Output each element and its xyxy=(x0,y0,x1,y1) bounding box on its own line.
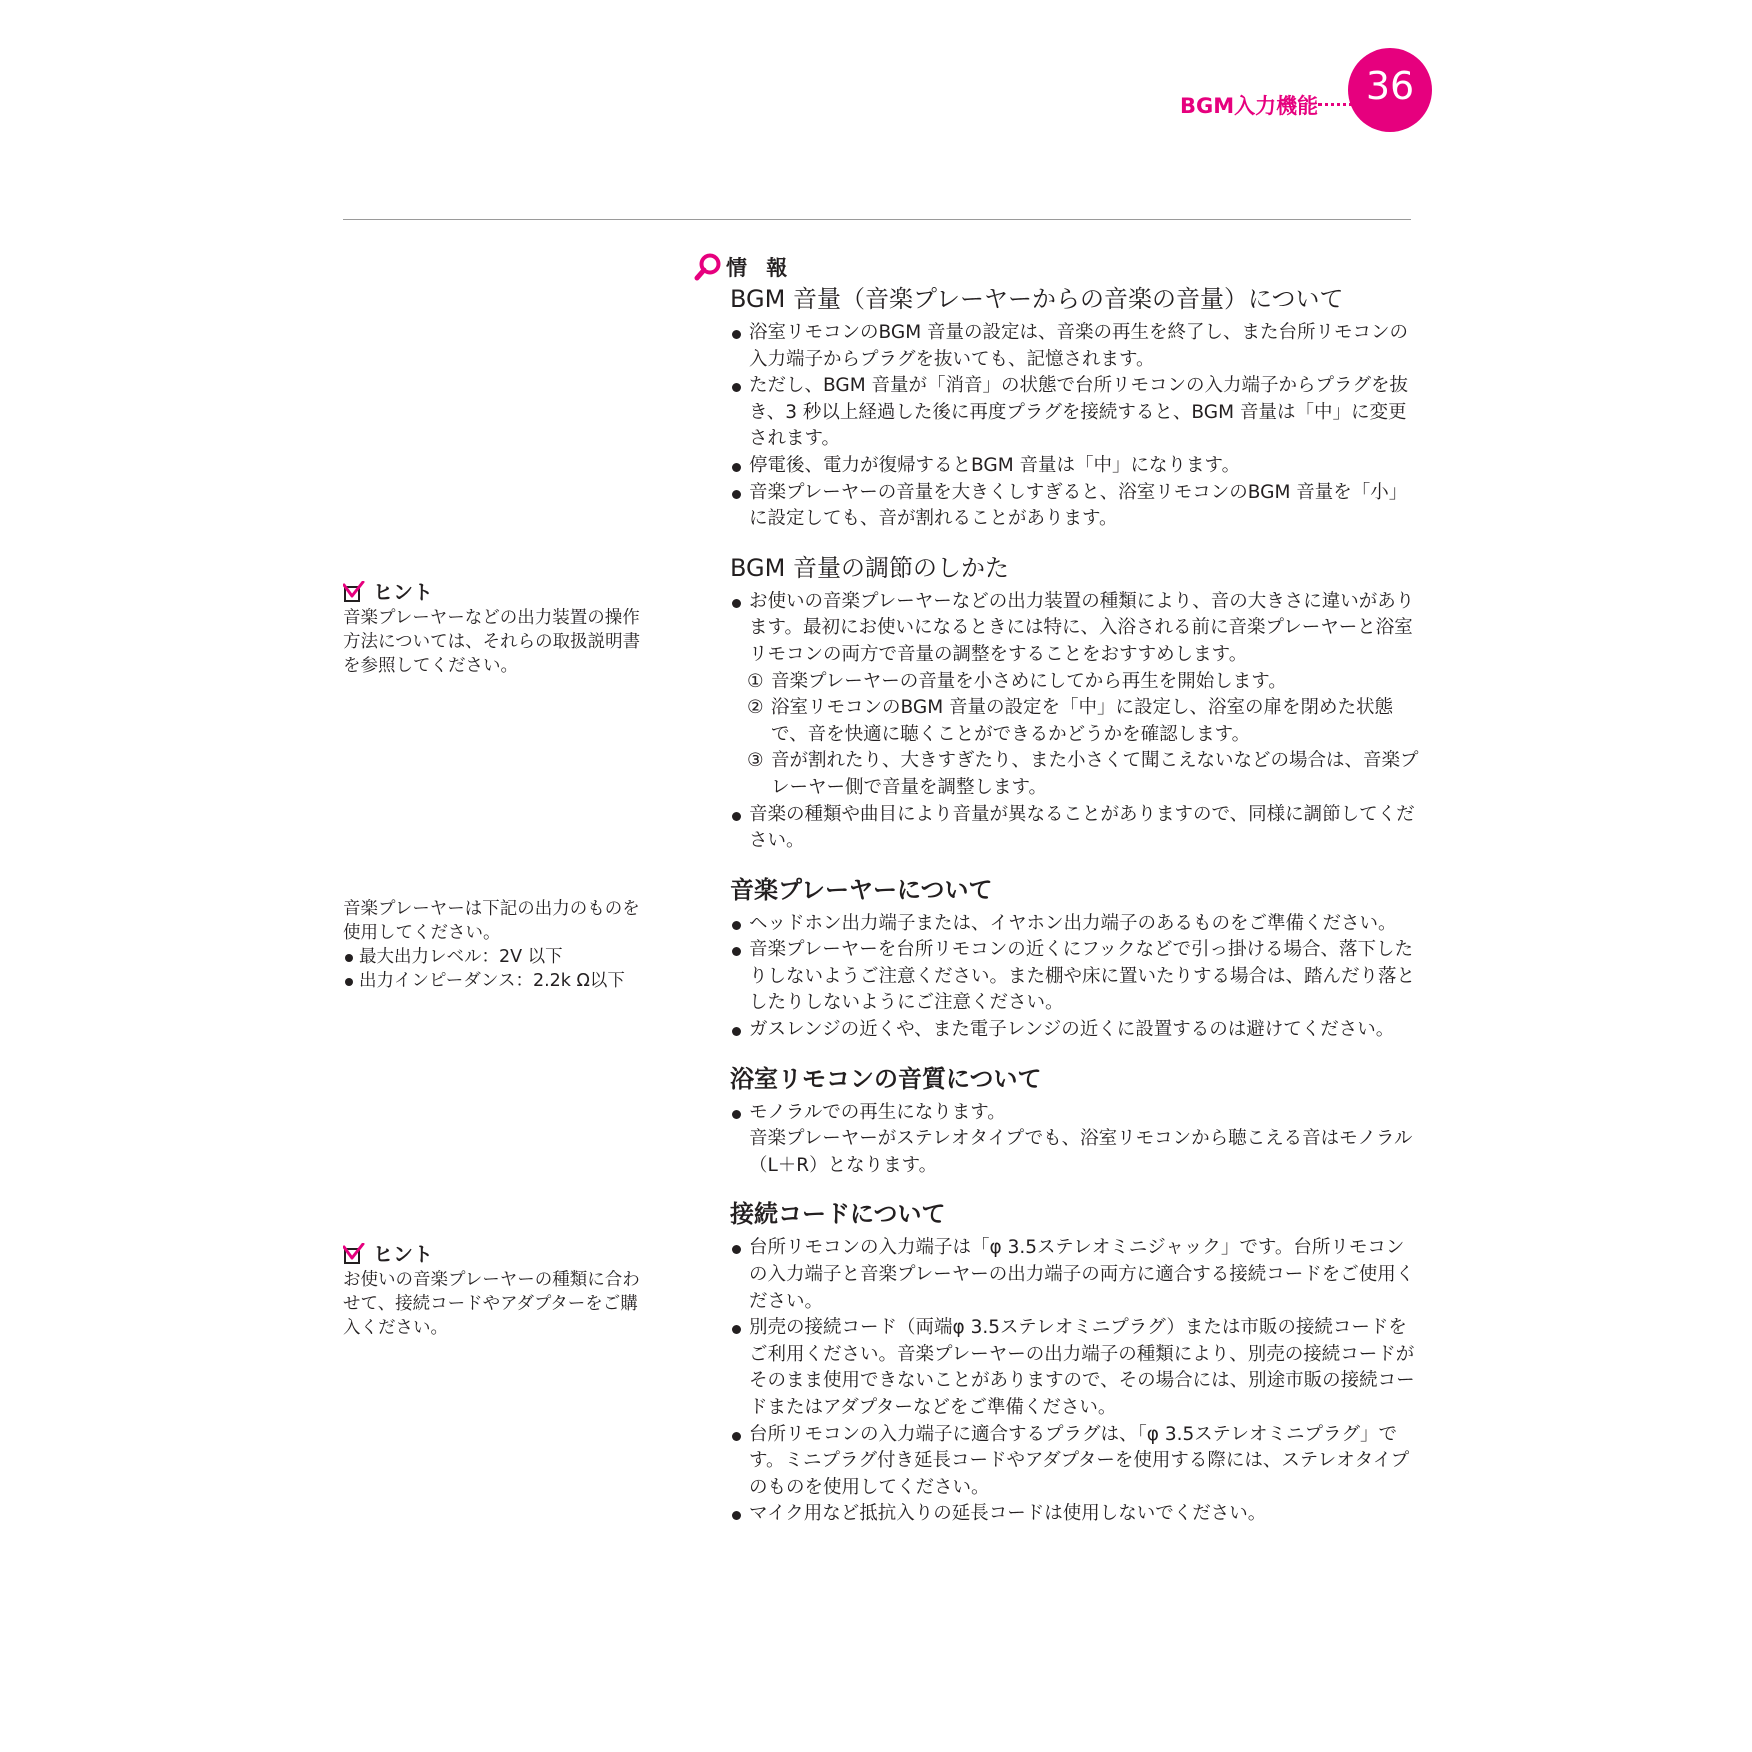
section-quality xyxy=(730,1062,1420,1180)
divider xyxy=(343,219,1411,220)
section-title: BGM入力機能 xyxy=(1180,94,1319,118)
bullet-list xyxy=(730,911,1420,1044)
hint-title-text: ヒント xyxy=(373,1242,433,1266)
section-player xyxy=(730,873,1420,1044)
note-list xyxy=(343,945,643,993)
step-number: ③ xyxy=(747,750,764,772)
sidebar-hint xyxy=(343,580,643,678)
section-heading: 音楽プレーヤーについて xyxy=(730,875,993,904)
list-item: 音楽プレーヤーを台所リモコンの近くにフックなどで引っ掛ける場合、落下したりしないようご注意ください。また棚や床に置いたりする場合は、踏んだり落としたりしないようにご注意ください。 xyxy=(730,937,1420,1017)
step-text: 音楽プレーヤーの音量を小さめにしてから再生を開始します。 xyxy=(771,670,1287,692)
checkbox-check-icon xyxy=(343,1243,365,1265)
note-text: 音楽プレーヤーは下記の出力のものを使用してください。 xyxy=(343,899,640,943)
list-item-text: モノラルでの再生になります。 xyxy=(749,1101,1006,1123)
main-content xyxy=(730,282,1420,1546)
list-item xyxy=(730,589,1420,669)
bullet-list xyxy=(730,1100,1420,1180)
list-item: 音楽プレーヤーの音量を大きくしすぎると、浴室リモコンのBGM 音量を「小」に設定しても、音が割れることがあります。 xyxy=(730,480,1420,533)
page-number: 36 xyxy=(1348,48,1432,132)
step-list xyxy=(730,669,1420,802)
step-text: 浴室リモコンのBGM 音量の設定を「中」に設定し、浴室の扉を閉めた状態で、音を快適に聴くことができるかどうかを確認します。 xyxy=(771,697,1394,745)
sidebar-note xyxy=(343,897,643,993)
bullet-list xyxy=(730,802,1420,855)
section-adjust xyxy=(730,551,1420,855)
step-number: ① xyxy=(747,670,764,692)
step-item xyxy=(747,748,1420,801)
hint-title-text: ヒント xyxy=(373,580,433,604)
bullet-list xyxy=(730,320,1420,533)
section-cord xyxy=(730,1197,1420,1528)
list-item: ガスレンジの近くや、また電子レンジの近くに設置するのは避けてください。 xyxy=(730,1017,1420,1044)
hint-title xyxy=(343,580,643,604)
list-item: 音楽の種類や曲目により音量が異なることがありますので、同様に調節してください。 xyxy=(730,802,1420,855)
section-heading: 浴室リモコンの音質について xyxy=(730,1064,1042,1093)
list-item: 別売の接続コード（両端φ 3.5ステレオミニプラグ）または市販の接続コードをご利用ください。音楽プレーヤーの出力端子の種類により、別売の接続コードがそのまま使用できないことがありますので、その場合には、別途市販の接続コードまたはアダプターなどをご準備ください。 xyxy=(730,1315,1420,1421)
section-bgm-volume xyxy=(730,282,1420,533)
step-item xyxy=(747,669,1420,696)
bullet-list xyxy=(730,589,1420,669)
info-label xyxy=(694,252,793,282)
list-item: 台所リモコンの入力端子は「φ 3.5ステレオミニジャック」です。台所リモコンの入力端子と音楽プレーヤーの出力端子の両方に適合する接続コードをご使用ください。 xyxy=(730,1235,1420,1315)
section-heading: BGM 音量の調節のしかた xyxy=(730,553,1009,582)
hint-title xyxy=(343,1242,643,1266)
list-item: 最大出力レベル：2V 以下 xyxy=(343,945,643,969)
list-item: 出力インピーダンス：2.2k Ω以下 xyxy=(343,969,643,993)
list-item: ヘッドホン出力端子または、イヤホン出力端子のあるものをご準備ください。 xyxy=(730,911,1420,938)
list-item-text: お使いの音楽プレーヤーなどの出力装置の種類により、音の大きさに違いがあります。最初にお使いになるときには特に、入浴される前に音楽プレーヤーと浴室リモコンの両方で音量の調整をすることをおすすめします。 xyxy=(749,590,1415,665)
hint-text: お使いの音楽プレーヤーの種類に合わせて、接続コードやアダプターをご購入ください。 xyxy=(343,1270,640,1338)
hint-text: 音楽プレーヤーなどの出力装置の操作方法については、それらの取扱説明書を参照してください。 xyxy=(343,608,641,676)
list-item: マイク用など抵抗入りの延長コードは使用しないでください。 xyxy=(730,1501,1420,1528)
magnifier-icon xyxy=(694,252,724,282)
list-item: 停電後、電力が復帰するとBGM 音量は「中」になります。 xyxy=(730,453,1420,480)
section-heading: BGM 音量（音楽プレーヤーからの音楽の音量）について xyxy=(730,285,1344,313)
list-item: 台所リモコンの入力端子に適合するプラグは、「φ 3.5ステレオミニプラグ」です。ミニプラグ付き延長コードやアダプターを使用する際には、ステレオタイプのものを使用してください。 xyxy=(730,1422,1420,1502)
section-heading: 接続コードについて xyxy=(730,1200,946,1229)
step-item xyxy=(747,695,1420,748)
list-item: 浴室リモコンのBGM 音量の設定は、音楽の再生を終了し、また台所リモコンの入力端子からプラグを抜いても、記憶されます。 xyxy=(730,320,1420,373)
checkbox-check-icon xyxy=(343,581,365,603)
list-item-continuation: 音楽プレーヤーがステレオタイプでも、浴室リモコンから聴こえる音はモノラル（L＋R）となります。 xyxy=(749,1128,1413,1176)
list-item: ただし、BGM 音量が「消音」の状態で台所リモコンの入力端子からプラグを抜き、3 秒以上経過した後に再度プラグを接続すると、BGM 音量は「中」に変更されます。 xyxy=(730,373,1420,453)
sidebar-hint xyxy=(343,1242,643,1340)
list-item xyxy=(730,1100,1420,1180)
bullet-list xyxy=(730,1235,1420,1528)
info-label-text: 情 報 xyxy=(726,256,794,280)
step-text: 音が割れたり、大きすぎたり、また小さくて聞こえないなどの場合は、音楽プレーヤー側で音量を調整します。 xyxy=(771,750,1419,798)
step-number: ② xyxy=(747,697,764,719)
